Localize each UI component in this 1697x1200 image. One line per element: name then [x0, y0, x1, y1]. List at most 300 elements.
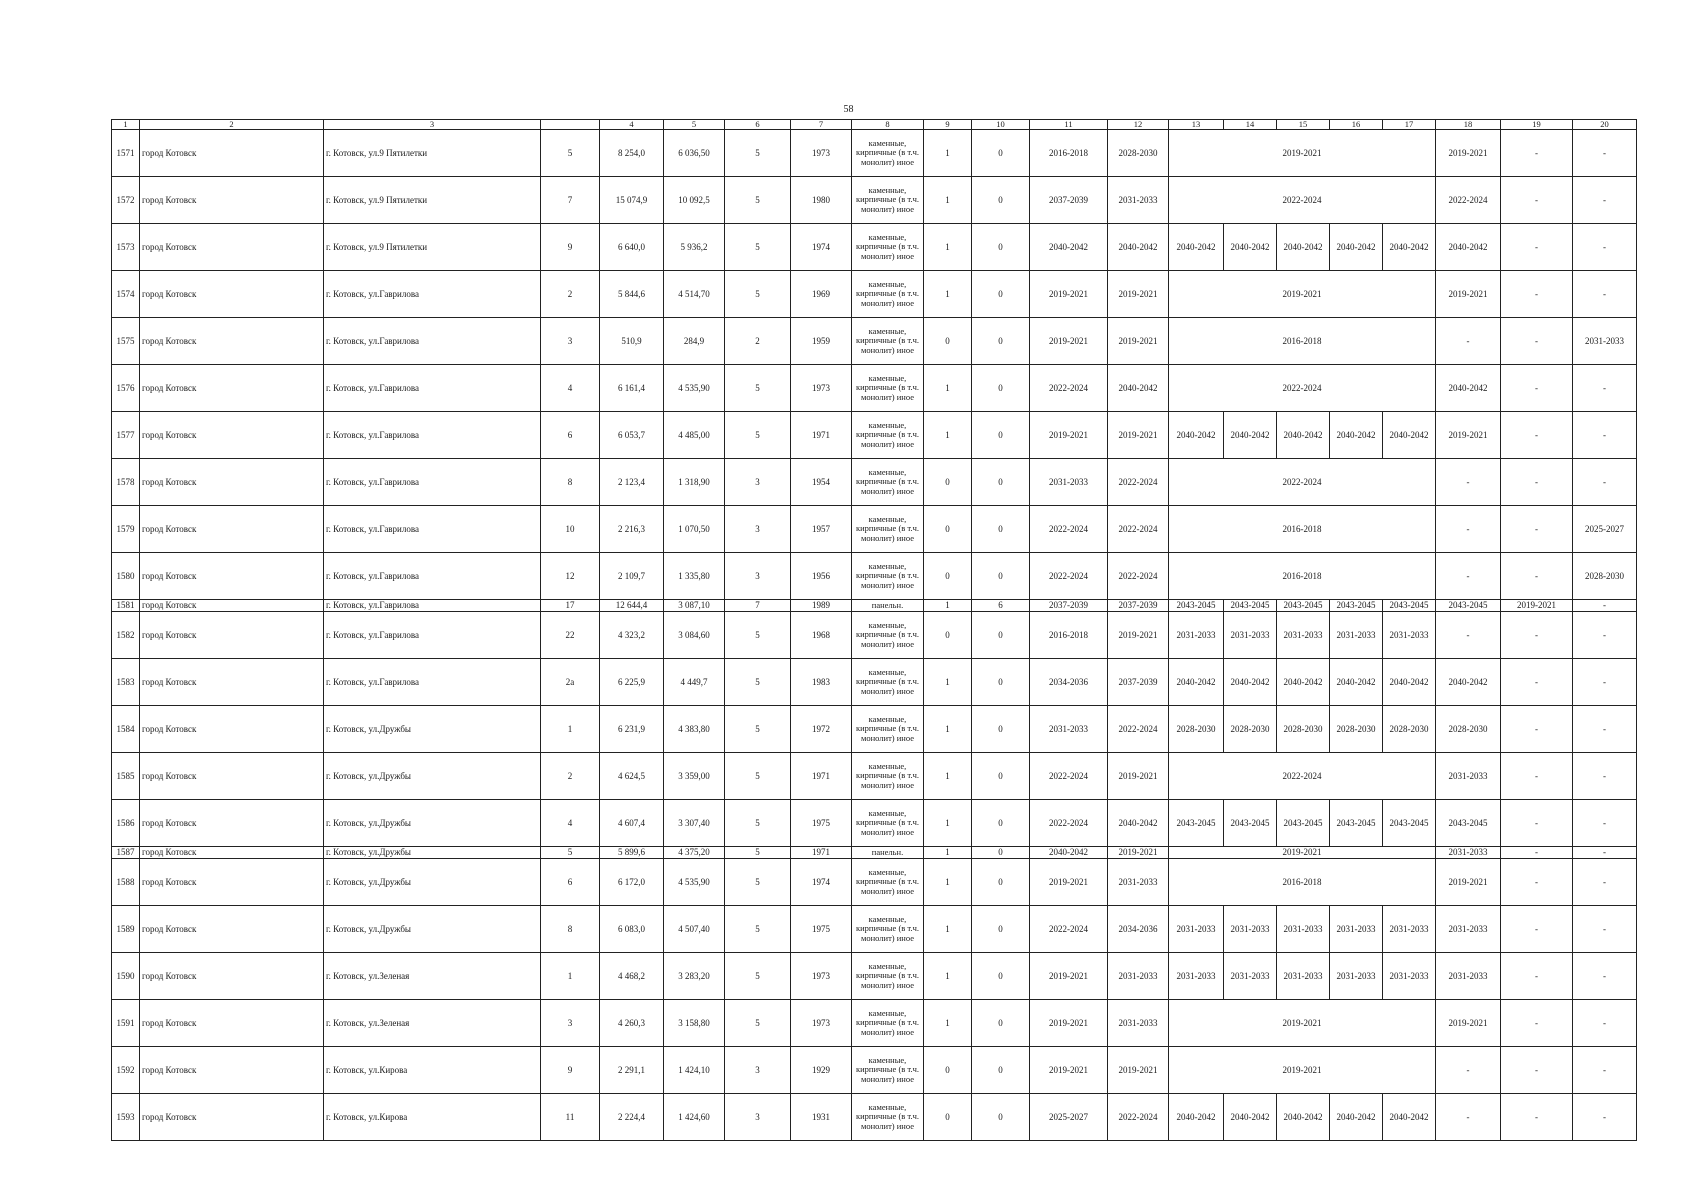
wall-material-cell: каменные, кирпичные (в т.ч. монолит) иное: [852, 271, 924, 318]
total-area-cell: 6 053,7: [600, 412, 664, 459]
living-area-cell: 3 084,60: [664, 612, 725, 659]
column-header: 20: [1573, 120, 1637, 130]
floors-cell: 3: [725, 459, 791, 506]
living-area-cell: 4 535,90: [664, 859, 725, 906]
period-cell-16: 2040-2042: [1330, 1094, 1383, 1141]
address-cell: г. Котовск, ул.Гаврилова: [324, 612, 541, 659]
col12-period-cell: 2022-2024: [1108, 459, 1169, 506]
col18-period-cell: 2043-2045: [1436, 600, 1501, 612]
col12-period-cell: 2040-2042: [1108, 224, 1169, 271]
col9-cell: 1: [924, 859, 972, 906]
municipality-cell: город Котовск: [140, 847, 324, 859]
municipality-cell: город Котовск: [140, 459, 324, 506]
total-area-cell: 2 291,1: [600, 1047, 664, 1094]
year-cell: 1959: [791, 318, 852, 365]
col19-period-cell: -: [1501, 365, 1573, 412]
col20-period-cell: -: [1573, 365, 1637, 412]
period-cell-15: 2031-2033: [1277, 953, 1330, 1000]
year-cell: 1989: [791, 600, 852, 612]
col20-period-cell: -: [1573, 130, 1637, 177]
col19-period-cell: -: [1501, 1000, 1573, 1047]
year-cell: 1971: [791, 412, 852, 459]
column-header: 5: [664, 120, 725, 130]
municipality-cell: город Котовск: [140, 318, 324, 365]
col10-cell: 0: [972, 553, 1030, 600]
col10-cell: 0: [972, 1047, 1030, 1094]
col18-period-cell: -: [1436, 1047, 1501, 1094]
table-row: [112, 859, 1637, 906]
period-cell-13: 2031-2033: [1169, 906, 1224, 953]
municipality-cell: город Котовск: [140, 753, 324, 800]
col11-period-cell: 2022-2024: [1030, 506, 1108, 553]
col18-period-cell: 2019-2021: [1436, 1000, 1501, 1047]
row-number: 1573: [112, 224, 140, 271]
year-cell: 1974: [791, 859, 852, 906]
table-row: [112, 1047, 1637, 1094]
col19-period-cell: -: [1501, 953, 1573, 1000]
period-cell-14: 2028-2030: [1224, 706, 1277, 753]
col12-period-cell: 2022-2024: [1108, 1094, 1169, 1141]
floors-cell: 3: [725, 1047, 791, 1094]
table-row: [112, 224, 1637, 271]
address-cell: г. Котовск, ул.Гаврилова: [324, 365, 541, 412]
merged-period-cell: 2019-2021: [1169, 130, 1436, 177]
col9-cell: 1: [924, 600, 972, 612]
address-cell: г. Котовск, ул.9 Пятилетки: [324, 224, 541, 271]
table-row: [112, 459, 1637, 506]
period-cell-15: 2031-2033: [1277, 906, 1330, 953]
total-area-cell: 2 123,4: [600, 459, 664, 506]
wall-material-cell: каменные, кирпичные (в т.ч. монолит) иное: [852, 612, 924, 659]
total-area-cell: 6 083,0: [600, 906, 664, 953]
col11-period-cell: 2019-2021: [1030, 318, 1108, 365]
col19-period-cell: -: [1501, 859, 1573, 906]
merged-period-cell: 2022-2024: [1169, 365, 1436, 412]
table-row: [112, 412, 1637, 459]
municipality-cell: город Котовск: [140, 1000, 324, 1047]
wall-material-cell: каменные, кирпичные (в т.ч. монолит) иное: [852, 753, 924, 800]
col19-period-cell: -: [1501, 800, 1573, 847]
total-area-cell: 4 323,2: [600, 612, 664, 659]
floors-cell: 5: [725, 365, 791, 412]
col19-period-cell: -: [1501, 1094, 1573, 1141]
row-number: 1583: [112, 659, 140, 706]
row-number: 1574: [112, 271, 140, 318]
col10-cell: 0: [972, 612, 1030, 659]
col9-cell: 1: [924, 224, 972, 271]
wall-material-cell: каменные, кирпичные (в т.ч. монолит) иное: [852, 365, 924, 412]
municipality-cell: город Котовск: [140, 953, 324, 1000]
col18-period-cell: 2031-2033: [1436, 847, 1501, 859]
year-cell: 1954: [791, 459, 852, 506]
address-cell: г. Котовск, ул.Кирова: [324, 1094, 541, 1141]
col10-cell: 0: [972, 318, 1030, 365]
year-cell: 1980: [791, 177, 852, 224]
col12-period-cell: 2019-2021: [1108, 612, 1169, 659]
col12-period-cell: 2019-2021: [1108, 847, 1169, 859]
merged-period-cell: 2016-2018: [1169, 506, 1436, 553]
period-cell-15: 2040-2042: [1277, 224, 1330, 271]
wall-material-cell: каменные, кирпичные (в т.ч. монолит) иное: [852, 553, 924, 600]
merged-period-cell: 2022-2024: [1169, 753, 1436, 800]
col11-period-cell: 2019-2021: [1030, 412, 1108, 459]
table-row: [112, 953, 1637, 1000]
floors-cell: 5: [725, 906, 791, 953]
col20-period-cell: -: [1573, 859, 1637, 906]
living-area-cell: 4 449,7: [664, 659, 725, 706]
floors-cell: 5: [725, 612, 791, 659]
address-cell: г. Котовск, ул.Гаврилова: [324, 271, 541, 318]
col9-cell: 1: [924, 271, 972, 318]
wall-material-cell: каменные, кирпичные (в т.ч. монолит) иное: [852, 224, 924, 271]
wall-material-cell: каменные, кирпичные (в т.ч. монолит) иное: [852, 706, 924, 753]
col20-period-cell: -: [1573, 1047, 1637, 1094]
period-cell-15: 2043-2045: [1277, 600, 1330, 612]
address-cell: г. Котовск, ул.Дружбы: [324, 906, 541, 953]
row-number: 1580: [112, 553, 140, 600]
floors-cell: 5: [725, 659, 791, 706]
column-header: 7: [791, 120, 852, 130]
col10-cell: 0: [972, 859, 1030, 906]
row-number: 1577: [112, 412, 140, 459]
living-area-cell: 3 359,00: [664, 753, 725, 800]
floors-cell: 5: [725, 847, 791, 859]
floors-cell: 3: [725, 506, 791, 553]
col10-cell: 0: [972, 1094, 1030, 1141]
table-row: [112, 612, 1637, 659]
col9-cell: 1: [924, 847, 972, 859]
living-area-cell: 3 158,80: [664, 1000, 725, 1047]
col20-period-cell: -: [1573, 177, 1637, 224]
floors-cell: 5: [725, 271, 791, 318]
living-area-cell: 3 283,20: [664, 953, 725, 1000]
col11-period-cell: 2037-2039: [1030, 177, 1108, 224]
living-area-cell: 4 514,70: [664, 271, 725, 318]
period-cell-17: 2040-2042: [1383, 659, 1436, 706]
wall-material-cell: каменные, кирпичные (в т.ч. монолит) иное: [852, 318, 924, 365]
col18-period-cell: 2031-2033: [1436, 953, 1501, 1000]
municipality-cell: город Котовск: [140, 659, 324, 706]
year-cell: 1973: [791, 953, 852, 1000]
col11-period-cell: 2034-2036: [1030, 659, 1108, 706]
column-header: 14: [1224, 120, 1277, 130]
address-cell: г. Котовск, ул.9 Пятилетки: [324, 177, 541, 224]
col10-cell: 0: [972, 800, 1030, 847]
period-cell-13: 2040-2042: [1169, 1094, 1224, 1141]
living-area-cell: 1 070,50: [664, 506, 725, 553]
municipality-cell: город Котовск: [140, 600, 324, 612]
address-cell: г. Котовск, ул.Зеленая: [324, 1000, 541, 1047]
wall-material-cell: каменные, кирпичные (в т.ч. монолит) иное: [852, 459, 924, 506]
col9-cell: 1: [924, 177, 972, 224]
col20-period-cell: -: [1573, 953, 1637, 1000]
floors-cell: 3: [725, 1094, 791, 1141]
table-row: [112, 706, 1637, 753]
address-cell: г. Котовск, ул.9 Пятилетки: [324, 130, 541, 177]
period-cell-16: 2031-2033: [1330, 612, 1383, 659]
total-area-cell: 8 254,0: [600, 130, 664, 177]
wall-material-cell: каменные, кирпичные (в т.ч. монолит) иное: [852, 859, 924, 906]
table-body: [112, 120, 1637, 1141]
wall-material-cell: каменные, кирпичные (в т.ч. монолит) иное: [852, 800, 924, 847]
col10-cell: 0: [972, 659, 1030, 706]
house-number-cell: 6: [541, 859, 600, 906]
col9-cell: 1: [924, 706, 972, 753]
col19-period-cell: -: [1501, 847, 1573, 859]
year-cell: 1957: [791, 506, 852, 553]
col9-cell: 0: [924, 612, 972, 659]
col11-period-cell: 2022-2024: [1030, 906, 1108, 953]
house-number-cell: 4: [541, 800, 600, 847]
col12-period-cell: 2028-2030: [1108, 130, 1169, 177]
year-cell: 1975: [791, 800, 852, 847]
total-area-cell: 5 899,6: [600, 847, 664, 859]
row-number: 1588: [112, 859, 140, 906]
col9-cell: 0: [924, 506, 972, 553]
floors-cell: 2: [725, 318, 791, 365]
period-cell-17: 2043-2045: [1383, 800, 1436, 847]
col10-cell: 0: [972, 506, 1030, 553]
period-cell-15: 2040-2042: [1277, 1094, 1330, 1141]
col12-period-cell: 2019-2021: [1108, 271, 1169, 318]
column-header: 15: [1277, 120, 1330, 130]
house-number-cell: 3: [541, 1000, 600, 1047]
row-number: 1585: [112, 753, 140, 800]
col10-cell: 0: [972, 953, 1030, 1000]
table-row: [112, 753, 1637, 800]
floors-cell: 5: [725, 177, 791, 224]
house-number-cell: 4: [541, 365, 600, 412]
column-header: 10: [972, 120, 1030, 130]
col20-period-cell: -: [1573, 906, 1637, 953]
living-area-cell: 4 535,90: [664, 365, 725, 412]
period-cell-17: 2040-2042: [1383, 224, 1436, 271]
period-cell-17: 2031-2033: [1383, 906, 1436, 953]
col20-period-cell: 2025-2027: [1573, 506, 1637, 553]
col12-period-cell: 2037-2039: [1108, 600, 1169, 612]
municipality-cell: город Котовск: [140, 612, 324, 659]
col20-period-cell: -: [1573, 659, 1637, 706]
floors-cell: 5: [725, 412, 791, 459]
col19-period-cell: 2019-2021: [1501, 600, 1573, 612]
year-cell: 1983: [791, 659, 852, 706]
total-area-cell: 6 225,9: [600, 659, 664, 706]
col10-cell: 6: [972, 600, 1030, 612]
period-cell-15: 2028-2030: [1277, 706, 1330, 753]
col19-period-cell: -: [1501, 612, 1573, 659]
house-number-cell: 3: [541, 318, 600, 365]
period-cell-13: 2040-2042: [1169, 224, 1224, 271]
col12-period-cell: 2022-2024: [1108, 506, 1169, 553]
col9-cell: 1: [924, 906, 972, 953]
col20-period-cell: -: [1573, 612, 1637, 659]
living-area-cell: 4 485,00: [664, 412, 725, 459]
house-number-cell: 6: [541, 412, 600, 459]
total-area-cell: 6 231,9: [600, 706, 664, 753]
period-cell-14: 2031-2033: [1224, 612, 1277, 659]
col9-cell: 0: [924, 553, 972, 600]
address-cell: г. Котовск, ул.Гаврилова: [324, 506, 541, 553]
column-header: 1: [112, 120, 140, 130]
col18-period-cell: 2019-2021: [1436, 271, 1501, 318]
living-area-cell: 10 092,5: [664, 177, 725, 224]
col11-period-cell: 2022-2024: [1030, 800, 1108, 847]
address-cell: г. Котовск, ул.Дружбы: [324, 753, 541, 800]
period-cell-13: 2031-2033: [1169, 953, 1224, 1000]
floors-cell: 5: [725, 859, 791, 906]
period-cell-13: 2040-2042: [1169, 659, 1224, 706]
floors-cell: 5: [725, 130, 791, 177]
wall-material-cell: каменные, кирпичные (в т.ч. монолит) иное: [852, 906, 924, 953]
year-cell: 1968: [791, 612, 852, 659]
col11-period-cell: 2025-2027: [1030, 1094, 1108, 1141]
row-number: 1576: [112, 365, 140, 412]
col12-period-cell: 2034-2036: [1108, 906, 1169, 953]
year-cell: 1931: [791, 1094, 852, 1141]
table-row: [112, 177, 1637, 224]
period-cell-14: 2043-2045: [1224, 800, 1277, 847]
total-area-cell: 5 844,6: [600, 271, 664, 318]
year-cell: 1929: [791, 1047, 852, 1094]
column-header: [541, 120, 600, 130]
col10-cell: 0: [972, 906, 1030, 953]
row-number: 1593: [112, 1094, 140, 1141]
wall-material-cell: каменные, кирпичные (в т.ч. монолит) иное: [852, 1047, 924, 1094]
table-row: [112, 1094, 1637, 1141]
col18-period-cell: 2043-2045: [1436, 800, 1501, 847]
row-number: 1575: [112, 318, 140, 365]
total-area-cell: 2 224,4: [600, 1094, 664, 1141]
col18-period-cell: -: [1436, 506, 1501, 553]
col19-period-cell: -: [1501, 271, 1573, 318]
house-number-cell: 10: [541, 506, 600, 553]
floors-cell: 3: [725, 553, 791, 600]
municipality-cell: город Котовск: [140, 1094, 324, 1141]
col18-period-cell: 2031-2033: [1436, 906, 1501, 953]
row-number: 1591: [112, 1000, 140, 1047]
col19-period-cell: -: [1501, 130, 1573, 177]
period-cell-17: 2031-2033: [1383, 953, 1436, 1000]
col10-cell: 0: [972, 412, 1030, 459]
period-cell-14: 2040-2042: [1224, 412, 1277, 459]
total-area-cell: 6 161,4: [600, 365, 664, 412]
house-number-cell: 2а: [541, 659, 600, 706]
wall-material-cell: каменные, кирпичные (в т.ч. монолит) иное: [852, 177, 924, 224]
col11-period-cell: 2022-2024: [1030, 753, 1108, 800]
municipality-cell: город Котовск: [140, 800, 324, 847]
table-row: [112, 553, 1637, 600]
total-area-cell: 15 074,9: [600, 177, 664, 224]
col9-cell: 1: [924, 130, 972, 177]
table-row: [112, 130, 1637, 177]
municipality-cell: город Котовск: [140, 365, 324, 412]
col18-period-cell: 2040-2042: [1436, 365, 1501, 412]
living-area-cell: 4 383,80: [664, 706, 725, 753]
col12-period-cell: 2040-2042: [1108, 365, 1169, 412]
period-cell-17: 2040-2042: [1383, 1094, 1436, 1141]
period-cell-16: 2028-2030: [1330, 706, 1383, 753]
floors-cell: 7: [725, 600, 791, 612]
merged-period-cell: 2019-2021: [1169, 847, 1436, 859]
col9-cell: 1: [924, 800, 972, 847]
col12-period-cell: 2019-2021: [1108, 412, 1169, 459]
col11-period-cell: 2019-2021: [1030, 953, 1108, 1000]
period-cell-13: 2043-2045: [1169, 800, 1224, 847]
living-area-cell: 1 424,60: [664, 1094, 725, 1141]
year-cell: 1975: [791, 906, 852, 953]
year-cell: 1971: [791, 847, 852, 859]
house-number-cell: 1: [541, 953, 600, 1000]
period-cell-16: 2040-2042: [1330, 412, 1383, 459]
col18-period-cell: -: [1436, 553, 1501, 600]
col19-period-cell: -: [1501, 706, 1573, 753]
col18-period-cell: -: [1436, 612, 1501, 659]
total-area-cell: 2 216,3: [600, 506, 664, 553]
col10-cell: 0: [972, 1000, 1030, 1047]
table-row: [112, 847, 1637, 859]
merged-period-cell: 2016-2018: [1169, 318, 1436, 365]
column-header: 8: [852, 120, 924, 130]
col19-period-cell: -: [1501, 553, 1573, 600]
period-cell-14: 2040-2042: [1224, 224, 1277, 271]
period-cell-14: 2031-2033: [1224, 953, 1277, 1000]
col18-period-cell: 2040-2042: [1436, 224, 1501, 271]
col12-period-cell: 2019-2021: [1108, 753, 1169, 800]
col9-cell: 1: [924, 365, 972, 412]
table-row: [112, 600, 1637, 612]
row-number: 1581: [112, 600, 140, 612]
table-row: [112, 906, 1637, 953]
col10-cell: 0: [972, 459, 1030, 506]
col12-period-cell: 2022-2024: [1108, 706, 1169, 753]
col11-period-cell: 2037-2039: [1030, 600, 1108, 612]
house-number-cell: 22: [541, 612, 600, 659]
col11-period-cell: 2040-2042: [1030, 224, 1108, 271]
living-area-cell: 284,9: [664, 318, 725, 365]
col11-period-cell: 2022-2024: [1030, 553, 1108, 600]
merged-period-cell: 2016-2018: [1169, 859, 1436, 906]
row-number: 1586: [112, 800, 140, 847]
living-area-cell: 5 936,2: [664, 224, 725, 271]
period-cell-14: 2043-2045: [1224, 600, 1277, 612]
municipality-cell: город Котовск: [140, 706, 324, 753]
house-number-cell: 17: [541, 600, 600, 612]
col12-period-cell: 2031-2033: [1108, 1000, 1169, 1047]
merged-period-cell: 2022-2024: [1169, 177, 1436, 224]
col12-period-cell: 2031-2033: [1108, 953, 1169, 1000]
period-cell-17: 2043-2045: [1383, 600, 1436, 612]
house-number-cell: 9: [541, 224, 600, 271]
page-number: 58: [843, 104, 854, 115]
address-cell: г. Котовск, ул.Гаврилова: [324, 412, 541, 459]
col10-cell: 0: [972, 271, 1030, 318]
period-cell-15: 2040-2042: [1277, 412, 1330, 459]
living-area-cell: 4 507,40: [664, 906, 725, 953]
column-header: 18: [1436, 120, 1501, 130]
table-row: [112, 365, 1637, 412]
table-row: [112, 506, 1637, 553]
address-cell: г. Котовск, ул.Дружбы: [324, 800, 541, 847]
house-number-cell: 12: [541, 553, 600, 600]
year-cell: 1956: [791, 553, 852, 600]
row-number: 1578: [112, 459, 140, 506]
merged-period-cell: 2019-2021: [1169, 1047, 1436, 1094]
wall-material-cell: каменные, кирпичные (в т.ч. монолит) иное: [852, 1094, 924, 1141]
col18-period-cell: 2019-2021: [1436, 412, 1501, 459]
row-number: 1572: [112, 177, 140, 224]
col20-period-cell: -: [1573, 459, 1637, 506]
living-area-cell: 4 375,20: [664, 847, 725, 859]
